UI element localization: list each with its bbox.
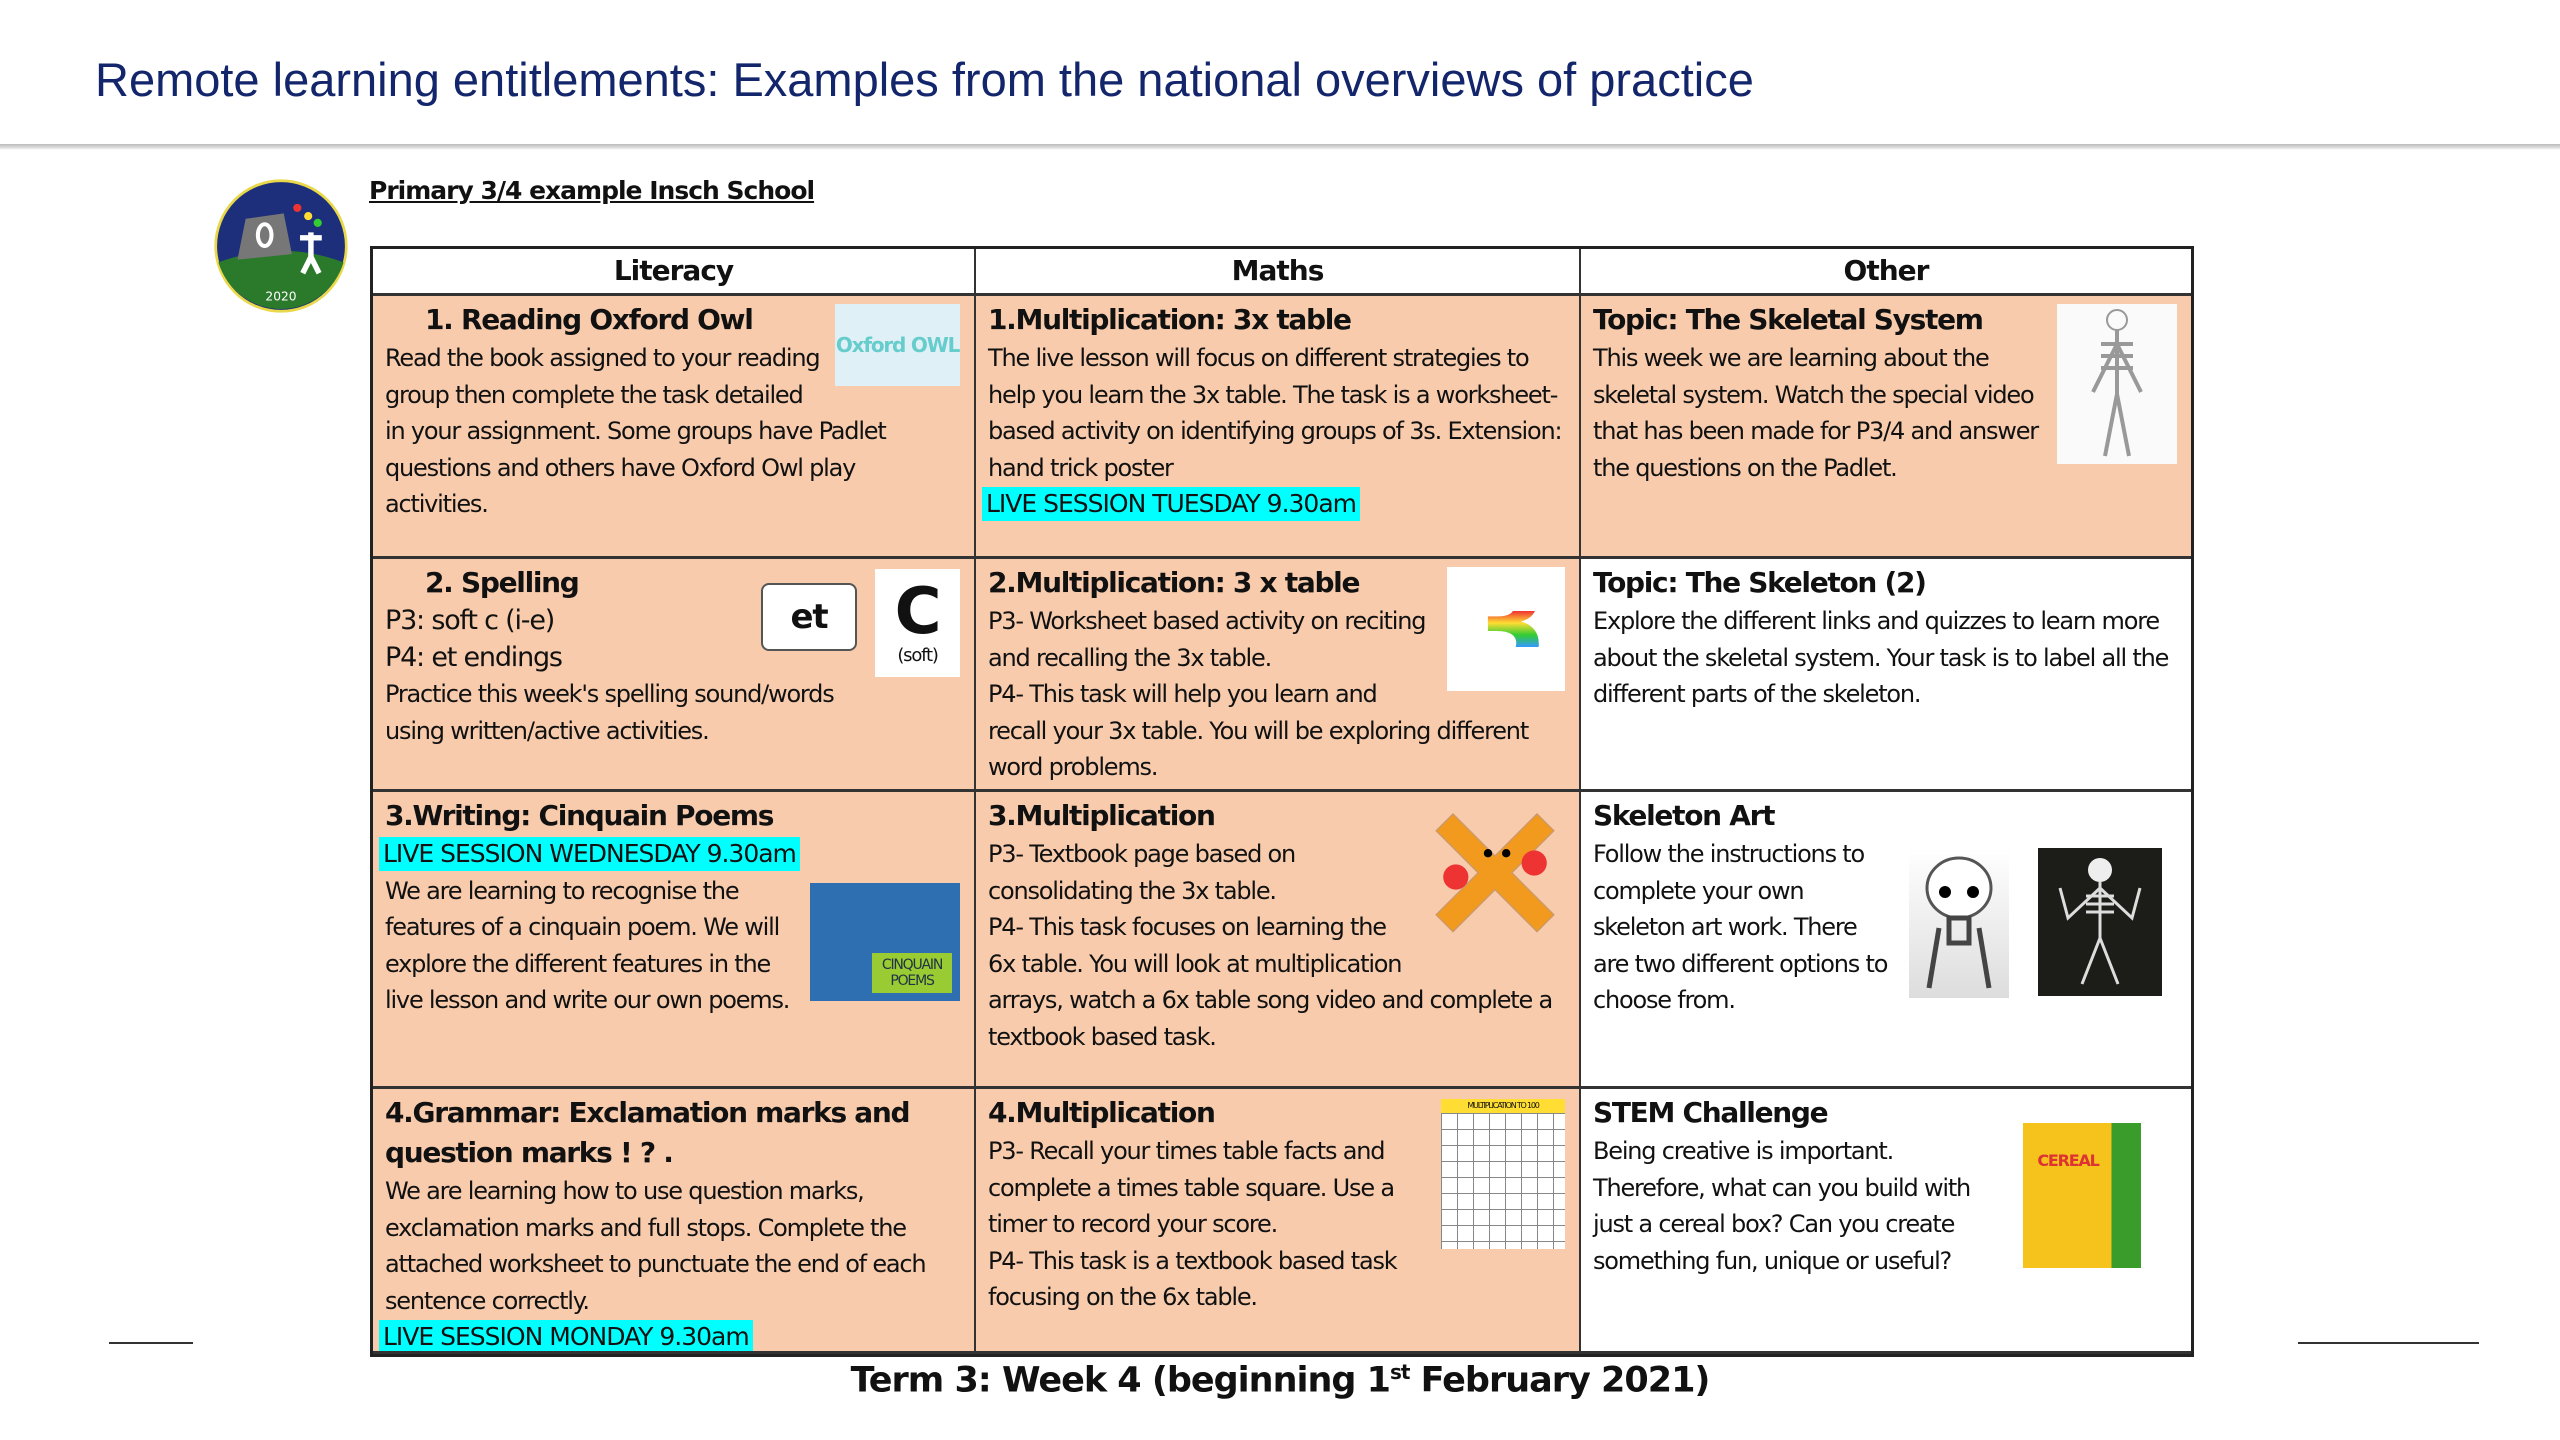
task-heading: 4.Grammar: Exclamation marks and question marks ! ? . [385,1096,910,1169]
et-image: et [761,583,857,651]
right-divider [2298,1342,2479,1344]
column-header-other: Other [1581,249,2191,296]
left-divider [109,1342,193,1344]
p3-task: P3- Recall your times table facts and complete a times table square. Use a timer to record your score. [988,1137,1394,1238]
cell-other-2 [1581,559,2191,792]
cereal-box-image: CEREAL [2023,1123,2141,1268]
task-body: We are learning how to use question marks, exclamation marks and full stops. Complete the attached worksheet to punctuate the end of each sentence correctly. [385,1177,926,1315]
cell-literacy-2 [373,559,976,792]
cell-maths-1 [976,296,1581,559]
document-subtitle: Primary 3/4 example Insch School [369,176,815,205]
cell-other-4 [1581,1089,2191,1354]
cell-literacy-1 [373,296,976,559]
task-heading: 2.Multiplication: 3 x table [988,566,1360,599]
task-body: We are learning to recognise the features of a cinquain poem. We will explore the different features in the live lesson and write our own poems. [385,876,790,1014]
task-heading: STEM Challenge [1593,1096,1828,1129]
task-heading: Topic: The Skeleton (2) [1593,566,1926,599]
school-logo [212,178,350,314]
live-session-badge: LIVE SESSION TUESDAY 9.30am [982,487,1360,521]
multiplication-sign-image [1425,800,1565,940]
skeleton-image [2057,304,2177,464]
weekly-plan-table [370,246,2194,1357]
task-heading: 1. Reading Oxford Owl [425,303,753,336]
task-heading: Skeleton Art [1593,799,1775,832]
p4-task: P4- This task focuses on learning the 6x table. You will look at multiplication arrays, watch a 6x table song video and complete a textbook based task. [988,913,1552,1051]
task-heading: 3.Writing: Cinquain Poems [385,799,774,832]
page-title: Remote learning entitlements: Examples from the national overviews of practice [95,53,1754,106]
chalk-skeleton-image [2038,848,2162,996]
p4-spelling: P4: et endings [385,641,562,673]
task-heading: 4.Multiplication [988,1096,1215,1129]
task-body: Practice this week's spelling sound/words using written/active activities. [385,680,834,745]
oxford-owl-image: Oxford OWL [835,304,960,386]
cell-other-3 [1581,792,2191,1089]
skull-drawing-image [1909,848,2009,998]
cell-maths-4 [976,1089,1581,1354]
soft-c-image: C (soft) [875,569,960,677]
cinquain-poems-image: CINQUAIN POEMS [810,883,960,1001]
p4-task: P4- This task will help you learn and recall your 3x table. You will be exploring different word problems. [988,680,1529,781]
task-body: Follow the instructions to complete your own skeleton art work. There are two different options to choose from. [1593,840,1888,1014]
times-table-grid-image: MULTIPLICATION TO 100 [1441,1099,1565,1249]
week-caption: Term 3: Week 4 (beginning 1st February 2021) [850,1360,1710,1401]
task-body: Explore the different links and quizzes to learn more about the skeletal system. Your task is to label all the different parts of the skeleton. [1593,607,2169,708]
cell-other-1 [1581,296,2191,559]
header-divider [0,144,2560,150]
cell-literacy-3 [373,792,976,1089]
p3-task: P3- Textbook page based on consolidating the 3x table. [988,840,1296,905]
p3-spelling: P3: soft c (i-e) [385,605,555,636]
task-heading: 2. Spelling [425,566,579,599]
column-header-maths: Maths [976,249,1581,296]
cell-maths-3 [976,792,1581,1089]
task-heading: Topic: The Skeletal System [1593,303,1983,336]
number-three-image: 3 [1447,567,1565,691]
live-session-badge: LIVE SESSION MONDAY 9.30am [379,1320,753,1354]
svg-text:2020: 2020 [265,289,297,304]
task-body: Being creative is important. Therefore, what can you build with just a cereal box? Can you create something fun, unique or useful? [1593,1137,1971,1275]
cell-literacy-4 [373,1089,976,1354]
p3-task: P3- Worksheet based activity on reciting and recalling the 3x table. [988,607,1426,672]
cell-maths-2 [976,559,1581,792]
task-body: The live lesson will focus on different strategies to help you learn the 3x table. The task is a worksheet-based activity on identifying groups of 3s. Extension: hand trick poster [988,344,1562,482]
p4-task: P4- This task is a textbook based task focusing on the 6x table. [988,1246,1397,1311]
task-body: Read the book assigned to your reading group then complete the task detailed in your assignment. Some groups have Padlet questions and others have Oxford Owl play activities. [385,344,886,518]
column-header-literacy: Literacy [373,249,976,296]
task-heading: 3.Multiplication [988,799,1215,832]
live-session-badge: LIVE SESSION WEDNESDAY 9.30am [379,837,800,871]
task-body: This week we are learning about the skeletal system. Watch the special video that has been made for P3/4 and answer the questions on the Padlet. [1593,344,2038,482]
task-heading: 1.Multiplication: 3x table [988,303,1351,336]
